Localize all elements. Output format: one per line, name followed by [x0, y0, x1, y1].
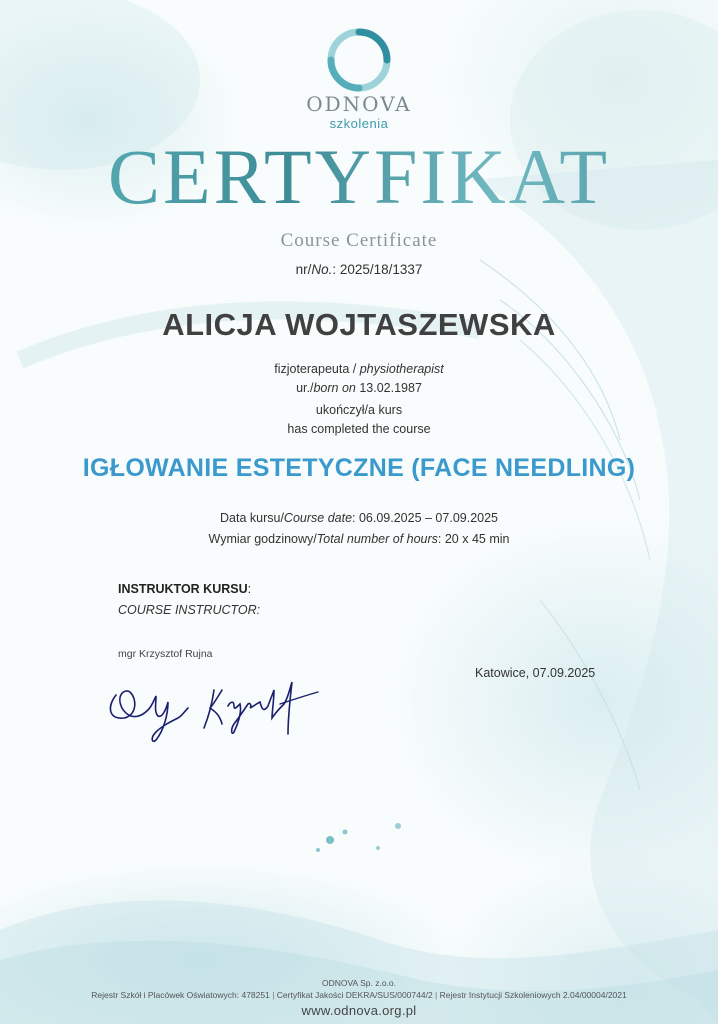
instructor-signature	[104, 660, 344, 750]
brand-name: ODNOVA	[306, 92, 412, 116]
odnova-logo-icon	[327, 28, 391, 92]
instructor-name: mgr Krzysztof Rujna	[118, 648, 213, 660]
footer-registry: Rejestr Szkół i Placówek Oświatowych: 478251 | Certyfikat Jakości DEKRA/SUS/000744/2 | Rejestr Instytucji Szkoleniowych 2.04/00004/2021	[91, 990, 627, 1000]
course-hours: Wymiar godzinowy/Total number of hours: 20 x 45 min	[208, 532, 510, 546]
brand-subtitle: szkolenia	[329, 116, 389, 131]
course-date: Data kursu/Course date: 06.09.2025 – 07.09.2025	[220, 511, 498, 525]
certificate-title: CERTYFIKAT	[0, 132, 718, 222]
recipient-profession: fizjoterapeuta / physiotherapist	[274, 362, 444, 376]
completed-label-pl: ukończył/a kurs	[315, 403, 403, 417]
course-name: IGŁOWANIE ESTETYCZNE (FACE NEEDLING)	[82, 454, 636, 482]
footer-website: www.odnova.org.pl	[301, 1003, 417, 1018]
certificate-number: nr/No.: 2025/18/1337	[295, 262, 423, 277]
recipient-name: ALICJA WOJTASZEWSKA	[162, 307, 556, 342]
completed-label-en: has completed the course	[287, 422, 431, 436]
place-and-date: Katowice, 07.09.2025	[475, 666, 596, 680]
footer-company: ODNOVA Sp. z.o.o.	[321, 978, 396, 988]
certificate-subtitle: Course Certificate	[280, 230, 438, 251]
instructor-label: INSTRUKTOR KURSU:	[118, 582, 252, 596]
instructor-label-en: COURSE INSTRUCTOR:	[118, 603, 261, 617]
recipient-birth-date: ur./born on 13.02.1987	[296, 381, 422, 395]
